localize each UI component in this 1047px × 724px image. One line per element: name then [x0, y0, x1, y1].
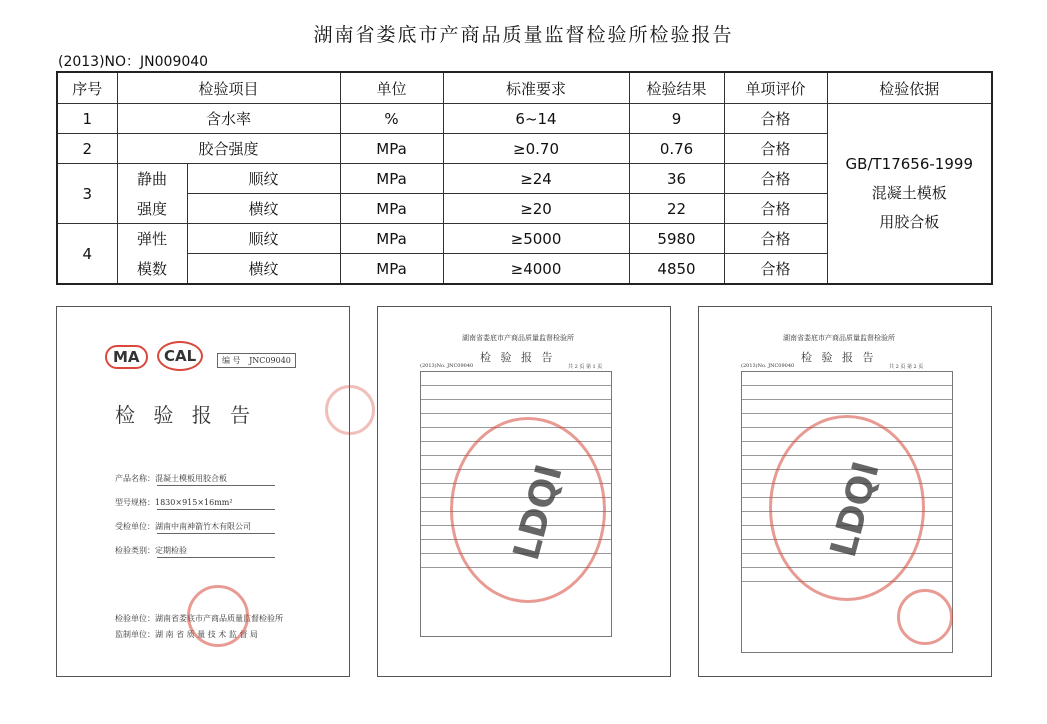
header-unit: 单位 [340, 72, 443, 104]
field-label: 产品名称： [115, 474, 155, 483]
report-title: 湖南省娄底市产商品质量监督检验所检验报告 [313, 24, 734, 46]
red-stamp [897, 589, 953, 645]
cell-requirement: 6~14 [443, 104, 629, 134]
cell-evaluation: 合格 [724, 194, 827, 224]
report-page-2-image [698, 306, 992, 677]
doc-page: 共 2 页 第 2 页 [889, 364, 924, 370]
cell-result: 4850 [629, 254, 724, 285]
table-header-row [57, 72, 992, 104]
doc-title: 湖南省娄底市产商品质量监督检验所 [783, 334, 895, 342]
cell-no: 1 [57, 104, 117, 134]
cell-evaluation: 合格 [724, 224, 827, 254]
basis-line: GB/T17656-1999 [845, 155, 973, 173]
cell-sub-item: 横纹 [187, 254, 340, 285]
red-stamp [187, 585, 249, 647]
cell-group-label: 弹性 [117, 224, 187, 254]
cell-unit: MPa [340, 164, 443, 194]
field-label: 受检单位： [115, 522, 155, 531]
header-evaluation: 单项评价 [724, 72, 827, 104]
header-requirement: 标准要求 [443, 72, 629, 104]
report-cover-image [56, 306, 350, 677]
cover-footer-unit: 检验单位：湖南省娄底市产商品质量监督检验所 [115, 614, 283, 623]
cell-item: 含水率 [117, 104, 340, 134]
cover-footer-supervisor: 监制单位：湖 南 省 质 量 技 术 监 督 局 [115, 630, 258, 639]
report-number: (2013)NO：JN009040 [58, 54, 209, 70]
cell-no: 2 [57, 134, 117, 164]
cell-result: 9 [629, 104, 724, 134]
cell-unit: MPa [340, 224, 443, 254]
header-item: 检验项目 [117, 72, 340, 104]
cell-sub-item: 横纹 [187, 194, 340, 224]
cell-unit: % [340, 104, 443, 134]
field-label: 型号规格： [115, 498, 155, 507]
field-label: 检验类别： [115, 546, 155, 555]
cell-evaluation: 合格 [724, 254, 827, 285]
doc-title: 湖南省娄底市产商品质量监督检验所 [462, 334, 574, 342]
red-stamp [325, 385, 375, 435]
cell-group-label: 模数 [117, 254, 187, 285]
cell-unit: MPa [340, 254, 443, 285]
cover-heading: 检 验 报 告 [115, 403, 257, 427]
results-table [56, 71, 993, 285]
cell-requirement: ≥24 [443, 164, 629, 194]
ldqi-watermark: LDQI [506, 460, 571, 565]
cal-logo: CAL [157, 341, 203, 371]
cell-group-label: 强度 [117, 194, 187, 224]
field-value: 定期检验 [155, 546, 187, 555]
cell-group-label: 静曲 [117, 164, 187, 194]
cell-unit: MPa [340, 134, 443, 164]
header-no: 序号 [57, 72, 117, 104]
basis-line: 用胶合板 [879, 213, 940, 231]
report-page-1-image [377, 306, 671, 677]
field-value: 混凝土模板用胶合板 [155, 474, 227, 483]
cell-sub-item: 顺纹 [187, 164, 340, 194]
cell-unit: MPa [340, 194, 443, 224]
cell-evaluation: 合格 [724, 134, 827, 164]
basis-line: 混凝土模板 [871, 184, 947, 202]
cell-requirement: ≥4000 [443, 254, 629, 285]
doc-number: (2013)No. JNC09040 [420, 363, 474, 369]
doc-page: 共 2 页 第 1 页 [568, 364, 603, 370]
doc-number: (2013)No. JNC09040 [741, 363, 795, 369]
ma-logo: MA [105, 345, 148, 369]
serial-label: 编 号 [222, 356, 241, 365]
cell-item: 胶合强度 [117, 134, 340, 164]
cell-result: 5980 [629, 224, 724, 254]
serial-value: JNC09040 [249, 356, 291, 365]
cell-requirement: ≥5000 [443, 224, 629, 254]
cell-requirement: ≥0.70 [443, 134, 629, 164]
cell-result: 22 [629, 194, 724, 224]
doc-heading: 检 验 报 告 [480, 351, 556, 364]
cell-sub-item: 顺纹 [187, 224, 340, 254]
doc-heading: 检 验 报 告 [801, 351, 877, 364]
cell-result: 36 [629, 164, 724, 194]
cell-evaluation: 合格 [724, 164, 827, 194]
header-basis: 检验依据 [827, 72, 992, 104]
cell-evaluation: 合格 [724, 104, 827, 134]
ldqi-watermark: LDQI [823, 457, 888, 562]
cell-basis [827, 104, 992, 285]
cell-no: 4 [57, 224, 117, 285]
cell-result: 0.76 [629, 134, 724, 164]
header-result: 检验结果 [629, 72, 724, 104]
field-value: 湖南中南神箭竹木有限公司 [155, 522, 251, 531]
cell-requirement: ≥20 [443, 194, 629, 224]
field-value: 1830×915×16mm² [155, 498, 233, 507]
cell-no: 3 [57, 164, 117, 224]
table-row [57, 104, 992, 134]
